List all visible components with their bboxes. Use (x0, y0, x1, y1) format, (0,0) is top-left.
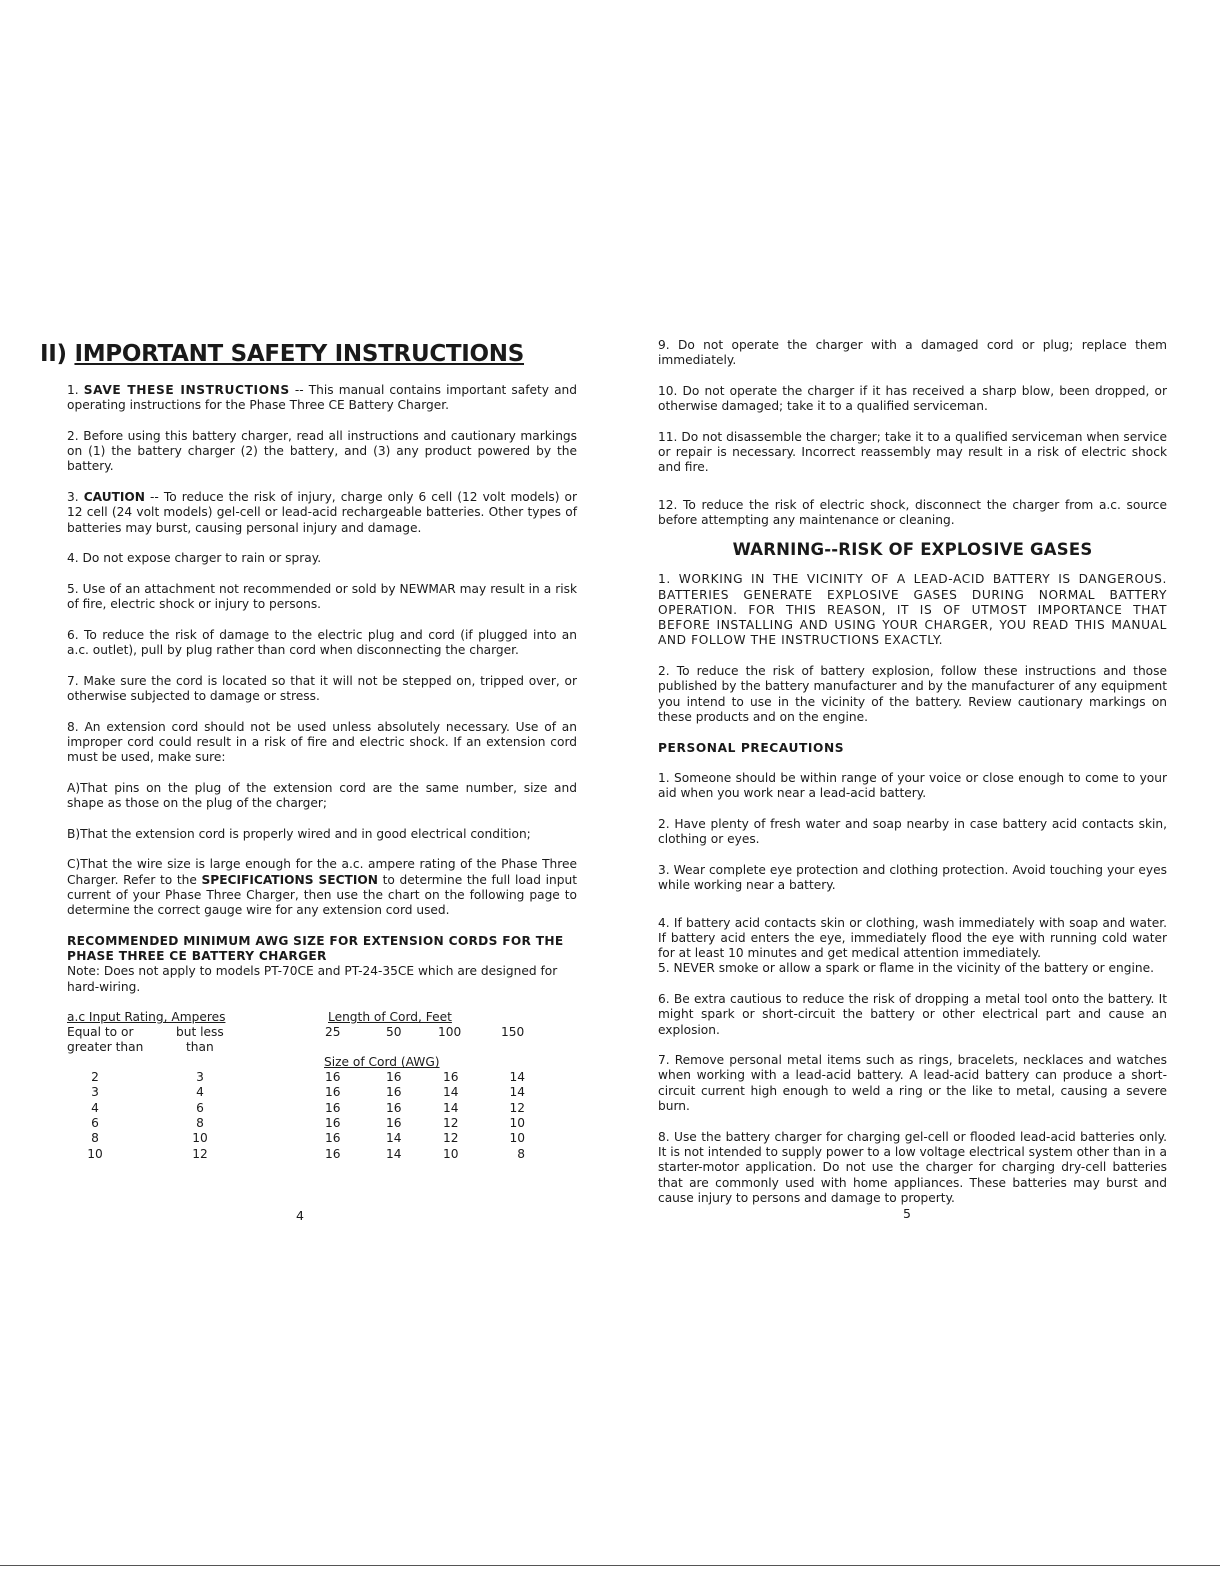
table-cell-awg-25: 16 (325, 1100, 341, 1115)
awg-size-header: Size of Cord (AWG) (324, 1055, 440, 1070)
right-page-content (658, 338, 1167, 1206)
table-cell-max: 6 (196, 1100, 204, 1115)
instruction-2: 2. Before using this battery charger, read all instructions and cautionary markings on (1) the battery charger (2) the battery, and (3) any product powered by the battery. (67, 428, 577, 474)
table-cell-awg-100: 12 (443, 1116, 459, 1131)
length-150: 150 (501, 1025, 525, 1040)
table-cell-awg-25: 16 (325, 1116, 341, 1131)
precaution-5: 5. NEVER smoke or allow a spark or flame in the vicinity of the battery or engine. (658, 961, 1154, 976)
table-cell-awg-150: 10 (509, 1116, 525, 1131)
table-cell-awg-25: 16 (325, 1146, 341, 1161)
page-number-right: 5 (903, 1206, 911, 1221)
precautions-heading: PERSONAL PRECAUTIONS (658, 740, 845, 755)
min-col-header: Equal to or (67, 1025, 134, 1040)
recommendation-title: RECOMMENDED MINIMUM AWG SIZE FOR EXTENSION CORDS FOR THE PHASE THREE CE BATTERY CHARGER (67, 933, 564, 963)
instruction-9: 9. Do not operate the charger with a damaged cord or plug; replace them immediately. (658, 338, 1167, 368)
table-cell-max: 8 (196, 1116, 204, 1131)
table-cell-min: 6 (91, 1116, 99, 1131)
instruction-1 (67, 383, 577, 414)
instruction-8: 8. An extension cord should not be used unless absolutely necessary. Use of an improper cord could result in a risk of fire and electric shock. If an extension cord must be used, make sure: (67, 719, 577, 765)
table-cell-max: 3 (196, 1070, 204, 1085)
table-cell-min: 3 (91, 1085, 99, 1100)
max-col-header: but less (176, 1025, 224, 1040)
item-number: 1. (67, 383, 79, 397)
precaution-8: 8. Use the battery charger for charging gel-cell or flooded lead-acid batteries only. It is not intended to supply power to a low voltage electrical system other than in a starter-motor application. Do not use the charger for charging dry-cell batteries that are commonly used with home appliances. These batteries may burst and cause injury to persons and damage to property. (658, 1129, 1167, 1205)
table-cell-awg-50: 14 (386, 1146, 402, 1161)
instruction-12: 12. To reduce the risk of electric shock, disconnect the charger from a.c. source before attempting any maintenance or cleaning. (658, 497, 1167, 527)
table-cell-min: 2 (91, 1070, 99, 1085)
item-text: -- This manual contains important safety and operating instructions for the Phase Three CE Battery Charger. (67, 383, 578, 413)
warning-heading: WARNING--RISK OF EXPLOSIVE GASES (732, 540, 1093, 560)
left-page-content (67, 383, 577, 1162)
table-cell-awg-100: 12 (443, 1131, 459, 1146)
table-cell-awg-25: 16 (325, 1085, 341, 1100)
page-number-left: 4 (296, 1208, 304, 1223)
length-100: 100 (438, 1025, 462, 1040)
table-cell-awg-150: 14 (509, 1085, 525, 1100)
item-text: C)That the wire size is large enough for the a.c. ampere rating of the Phase Three Charger. Refer to the (67, 857, 577, 887)
instruction-5: 5. Use of an attachment not recommended or sold by NEWMAR may result in a risk of fire, electric shock or injury to persons. (67, 581, 577, 612)
precaution-7: 7. Remove personal metal items such as rings, bracelets, necklaces and watches when working with a lead-acid battery. A lead-acid battery can produce a short-circuit current high enough to weld a ring or the like to metal, causing a severe burn. (658, 1053, 1167, 1114)
precaution-2: 2. Have plenty of fresh water and soap nearby in case battery acid contacts skin, clothing or eyes. (658, 817, 1167, 847)
table-cell-min: 10 (87, 1146, 103, 1161)
instruction-8b: B)That the extension cord is properly wired and in good electrical condition; (67, 826, 531, 841)
table-cell-awg-150: 8 (517, 1146, 525, 1161)
table-cell-awg-100: 14 (443, 1085, 459, 1100)
instruction-6: 6. To reduce the risk of damage to the electric plug and cord (if plugged into an a.c. outlet), pull by plug rather than cord when disconnecting the charger. (67, 627, 577, 658)
table-cell-max: 10 (192, 1131, 208, 1146)
table-cell-awg-50: 16 (386, 1070, 402, 1085)
table-cell-awg-100: 10 (443, 1146, 459, 1161)
precaution-6: 6. Be extra cautious to reduce the risk of dropping a metal tool onto the battery. It might spark or short-circuit the battery or other electrical part and cause an explosion. (658, 991, 1167, 1037)
table-cell-awg-100: 16 (443, 1070, 459, 1085)
input-rating-header: a.c Input Rating, Amperes (67, 1010, 226, 1025)
item-bold-label: SAVE THESE INSTRUCTIONS (83, 383, 290, 397)
instruction-3 (67, 490, 577, 536)
table-cell-max: 12 (192, 1146, 208, 1161)
instruction-10: 10. Do not operate the charger if it has received a sharp blow, been dropped, or otherwise damaged; take it to a qualified serviceman. (658, 383, 1167, 414)
warning-1: 1. WORKING IN THE VICINITY OF A LEAD-ACID BATTERY IS DANGEROUS. BATTERIES GENERATE EXPLOSIVE GASES DURING NORMAL BATTERY OPERATION. FOR THIS REASON, IT IS OF UTMOST IMPORTANCE THAT BEFORE INSTALLING AND USING YOUR CHARGER, YOU READ THIS MANUAL AND FOLLOW THE INSTRUCTIONS EXACTLY. (658, 572, 1167, 648)
recommendation-note: Note: Does not apply to models PT-70CE and PT-24-35CE which are designed for hard-wiring. (67, 964, 558, 994)
table-cell-awg-150: 10 (509, 1131, 525, 1146)
instruction-8a: A)That pins on the plug of the extension cord are the same number, size and shape as those on the plug of the charger; (67, 780, 577, 811)
table-cell-min: 8 (91, 1131, 99, 1146)
page-bottom-rule (0, 1565, 1220, 1566)
precaution-3: 3. Wear complete eye protection and clothing protection. Avoid touching your eyes while working near a battery. (658, 862, 1167, 893)
table-cell-min: 4 (91, 1100, 99, 1115)
table-cell-awg-25: 16 (325, 1070, 341, 1085)
awg-rows (67, 1070, 577, 1162)
awg-table (67, 1010, 577, 1162)
table-cell-awg-50: 16 (386, 1085, 402, 1100)
instruction-8c (67, 857, 577, 918)
instruction-4: 4. Do not expose charger to rain or spray. (67, 551, 322, 566)
instruction-11: 11. Do not disassemble the charger; take it to a qualified serviceman when service or repair is necessary. Incorrect reassembly may result in a risk of electric shock and fire. (658, 429, 1167, 475)
item-text: -- To reduce the risk of injury, charge only 6 cell (12 volt models) or 12 cell (24 volt models) gel-cell or lead-acid rechargeable batteries. Other types of batteries may burst, causing personal injury and damage. (67, 490, 577, 535)
length-25: 25 (325, 1025, 341, 1040)
table-cell-awg-50: 16 (386, 1100, 402, 1115)
warning-2: 2. To reduce the risk of battery explosion, follow these instructions and those published by the battery manufacturer and by the manufacturer of any equipment you intend to use in the vicinity of the battery. Review cautionary markings on these products and on the engine. (658, 664, 1167, 724)
table-cell-awg-50: 16 (386, 1116, 402, 1131)
item-text: to determine the full load input current of your Phase Three Charger, then use the chart on the following page to determine the correct gauge wire for any extension cord used. (67, 872, 577, 918)
instruction-7: 7. Make sure the cord is located so that it will not be stepped on, tripped over, or otherwise subjected to damage or stress. (67, 673, 577, 703)
table-cell-awg-25: 16 (325, 1131, 341, 1146)
table-cell-awg-50: 14 (386, 1131, 402, 1146)
item-bold-label: SPECIFICATIONS SECTION (201, 872, 378, 887)
table-cell-awg-150: 12 (509, 1100, 525, 1115)
precaution-1: 1. Someone should be within range of your voice or close enough to come to your aid when you work near a lead-acid battery. (658, 771, 1167, 801)
length-50: 50 (386, 1025, 402, 1040)
cord-length-header: Length of Cord, Feet (328, 1010, 452, 1025)
table-cell-max: 4 (196, 1085, 204, 1100)
section-number: II) (40, 341, 67, 367)
item-bold-label: CAUTION (83, 490, 145, 505)
page-title (40, 340, 524, 368)
table-cell-awg-150: 14 (509, 1070, 525, 1085)
max-col-header-2: than (186, 1040, 214, 1055)
min-col-header-2: greater than (67, 1040, 144, 1055)
precaution-4: 4. If battery acid contacts skin or clothing, wash immediately with soap and water. If battery acid enters the eye, immediately flood the eye with running cold water for at least 10 minutes and get medical attention immediately. (658, 915, 1167, 961)
table-cell-awg-100: 14 (443, 1100, 459, 1115)
item-number: 3. (67, 490, 79, 505)
section-title: IMPORTANT SAFETY INSTRUCTIONS (74, 341, 525, 367)
